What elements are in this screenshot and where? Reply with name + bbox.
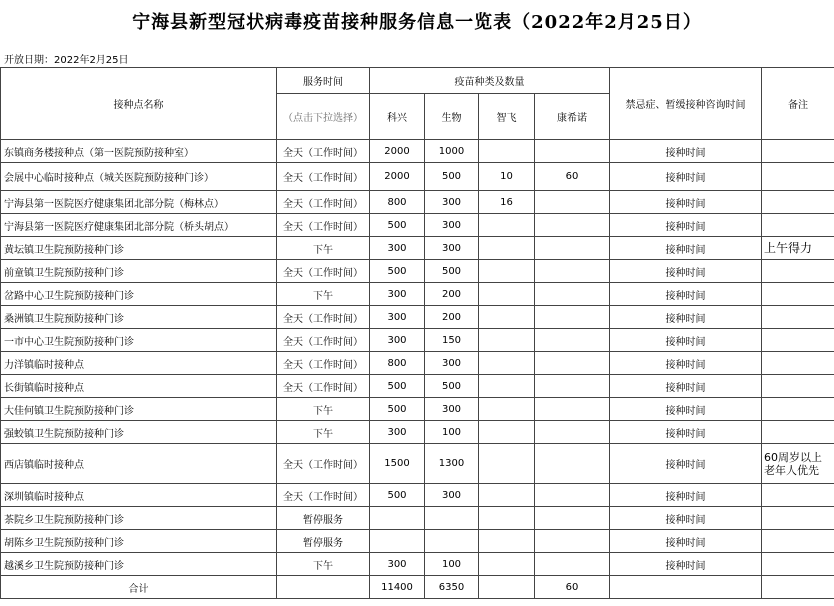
kangxinuo-cell: [535, 260, 610, 283]
table-row: [1, 191, 834, 214]
shengwu-cell: 300: [425, 237, 479, 260]
header-kangxinuo: 康希诺: [535, 94, 610, 140]
table-row: [1, 421, 834, 444]
consult-cell: 接种时间: [610, 507, 762, 530]
kexing-cell: 1500: [370, 444, 425, 484]
header-service-time: 服务时间: [277, 68, 370, 94]
kangxinuo-cell: [535, 214, 610, 237]
kexing-cell: 500: [370, 260, 425, 283]
service-time-cell[interactable]: 全天（工作时间）: [277, 306, 370, 329]
service-time-cell[interactable]: 下午: [277, 421, 370, 444]
table-row: [1, 214, 834, 237]
consult-cell: 接种时间: [610, 214, 762, 237]
site-cell: 力洋镇临时接种点: [1, 352, 277, 375]
header-service-hint: （点击下拉选择）: [277, 94, 370, 140]
consult-cell: 接种时间: [610, 260, 762, 283]
kangxinuo-cell: [535, 421, 610, 444]
table-row: [1, 237, 834, 260]
kangxinuo-cell: [535, 329, 610, 352]
vaccination-table: [0, 67, 834, 599]
table-row: [1, 375, 834, 398]
shengwu-cell: 300: [425, 214, 479, 237]
service-time-cell[interactable]: 全天（工作时间）: [277, 484, 370, 507]
table-row: [1, 444, 834, 484]
site-cell: 越溪乡卫生院预防接种门诊: [1, 553, 277, 576]
note-cell: [762, 329, 834, 352]
zhifei-cell: [479, 553, 535, 576]
table-row: [1, 260, 834, 283]
consult-cell: 接种时间: [610, 375, 762, 398]
kangxinuo-cell: 60: [535, 163, 610, 191]
table-row: [1, 507, 834, 530]
service-time-cell[interactable]: 全天（工作时间）: [277, 163, 370, 191]
zhifei-cell: [479, 375, 535, 398]
site-cell: 黄坛镇卫生院预防接种门诊: [1, 237, 277, 260]
consult-cell: 接种时间: [610, 421, 762, 444]
note-cell: 60周岁以上老年人优先: [762, 444, 834, 484]
note-cell: [762, 140, 834, 163]
total-kexing: 11400: [370, 576, 425, 599]
open-date: 开放日期：2022年2月25日: [4, 55, 129, 66]
service-time-cell[interactable]: 暂停服务: [277, 530, 370, 553]
zhifei-cell: [479, 214, 535, 237]
zhifei-cell: 10: [479, 163, 535, 191]
kangxinuo-cell: [535, 507, 610, 530]
kexing-cell: 300: [370, 306, 425, 329]
site-cell: 前童镇卫生院预防接种门诊: [1, 260, 277, 283]
service-time-cell[interactable]: 暂停服务: [277, 507, 370, 530]
service-time-cell[interactable]: 全天（工作时间）: [277, 329, 370, 352]
kexing-cell: 500: [370, 375, 425, 398]
kexing-cell: 800: [370, 352, 425, 375]
shengwu-cell: 200: [425, 283, 479, 306]
consult-cell: 接种时间: [610, 329, 762, 352]
kangxinuo-cell: [535, 191, 610, 214]
kexing-cell: 500: [370, 214, 425, 237]
header-site: 接种点名称: [1, 68, 277, 140]
note-cell: [762, 163, 834, 191]
kexing-cell: 300: [370, 421, 425, 444]
shengwu-cell: 500: [425, 260, 479, 283]
kexing-cell: 800: [370, 191, 425, 214]
header-note: 备注: [762, 68, 834, 140]
zhifei-cell: [479, 444, 535, 484]
note-cell: [762, 553, 834, 576]
header-consult: 禁忌症、暂缓接种咨询时间: [610, 68, 762, 140]
site-cell: 岔路中心卫生院预防接种门诊: [1, 283, 277, 306]
note-cell: [762, 398, 834, 421]
service-time-cell[interactable]: 下午: [277, 283, 370, 306]
service-time-cell[interactable]: 全天（工作时间）: [277, 214, 370, 237]
site-cell: 宁海县第一医院医疗健康集团北部分院（梅林点）: [1, 191, 277, 214]
note-cell: [762, 214, 834, 237]
shengwu-cell: 100: [425, 553, 479, 576]
kexing-cell: [370, 507, 425, 530]
kexing-cell: 300: [370, 237, 425, 260]
consult-cell: 接种时间: [610, 444, 762, 484]
kangxinuo-cell: [535, 375, 610, 398]
shengwu-cell: 500: [425, 163, 479, 191]
zhifei-cell: 16: [479, 191, 535, 214]
note-cell: 上午得力: [762, 237, 834, 260]
table-row: [1, 398, 834, 421]
consult-cell: 接种时间: [610, 163, 762, 191]
kexing-cell: 300: [370, 553, 425, 576]
consult-cell: 接种时间: [610, 484, 762, 507]
site-cell: 茶院乡卫生院预防接种门诊: [1, 507, 277, 530]
site-cell: 胡陈乡卫生院预防接种门诊: [1, 530, 277, 553]
consult-cell: 接种时间: [610, 283, 762, 306]
site-cell: 长街镇临时接种点: [1, 375, 277, 398]
shengwu-cell: 300: [425, 352, 479, 375]
shengwu-cell: 1000: [425, 140, 479, 163]
shengwu-cell: 300: [425, 398, 479, 421]
table-row: [1, 283, 834, 306]
total-kangxinuo: 60: [535, 576, 610, 599]
service-time-cell[interactable]: 下午: [277, 553, 370, 576]
service-time-cell[interactable]: 下午: [277, 237, 370, 260]
consult-cell: 接种时间: [610, 530, 762, 553]
consult-cell: 接种时间: [610, 191, 762, 214]
total-note: [762, 576, 834, 599]
kangxinuo-cell: [535, 352, 610, 375]
consult-cell: 接种时间: [610, 306, 762, 329]
zhifei-cell: [479, 260, 535, 283]
header-zhifei: 智飞: [479, 94, 535, 140]
note-cell: [762, 375, 834, 398]
shengwu-cell: 300: [425, 191, 479, 214]
shengwu-cell: 300: [425, 484, 479, 507]
total-shengwu: 6350: [425, 576, 479, 599]
total-label: 合计: [1, 576, 277, 599]
site-cell: 会展中心临时接种点（城关医院预防接种门诊）: [1, 163, 277, 191]
site-cell: 宁海县第一医院医疗健康集团北部分院（桥头胡点）: [1, 214, 277, 237]
note-cell: [762, 530, 834, 553]
header-row-1: [1, 68, 834, 94]
kexing-cell: 300: [370, 329, 425, 352]
note-cell: [762, 421, 834, 444]
table-row: [1, 306, 834, 329]
note-cell: [762, 352, 834, 375]
kangxinuo-cell: [535, 237, 610, 260]
kexing-cell: 2000: [370, 163, 425, 191]
zhifei-cell: [479, 306, 535, 329]
service-time-cell[interactable]: 下午: [277, 398, 370, 421]
header-vaccine-group: 疫苗种类及数量: [370, 68, 610, 94]
zhifei-cell: [479, 237, 535, 260]
kangxinuo-cell: [535, 283, 610, 306]
zhifei-cell: [479, 140, 535, 163]
shengwu-cell: 150: [425, 329, 479, 352]
kangxinuo-cell: [535, 306, 610, 329]
service-time-cell[interactable]: 全天（工作时间）: [277, 375, 370, 398]
table-row: [1, 530, 834, 553]
site-cell: 深圳镇临时接种点: [1, 484, 277, 507]
service-time-cell[interactable]: 全天（工作时间）: [277, 352, 370, 375]
shengwu-cell: 500: [425, 375, 479, 398]
service-time-cell[interactable]: 全天（工作时间）: [277, 140, 370, 163]
site-cell: 大佳何镇卫生院预防接种门诊: [1, 398, 277, 421]
zhifei-cell: [479, 507, 535, 530]
note-cell: [762, 306, 834, 329]
kangxinuo-cell: [535, 444, 610, 484]
total-zhifei: [479, 576, 535, 599]
total-consult: [610, 576, 762, 599]
table-row: [1, 329, 834, 352]
zhifei-cell: [479, 398, 535, 421]
shengwu-cell: 200: [425, 306, 479, 329]
site-cell: 西店镇临时接种点: [1, 444, 277, 484]
total-row: [1, 576, 834, 599]
shengwu-cell: 100: [425, 421, 479, 444]
note-cell: [762, 507, 834, 530]
kexing-cell: 500: [370, 484, 425, 507]
total-time: [277, 576, 370, 599]
table-row: [1, 352, 834, 375]
kangxinuo-cell: [535, 553, 610, 576]
zhifei-cell: [479, 530, 535, 553]
header-shengwu: 生物: [425, 94, 479, 140]
kangxinuo-cell: [535, 398, 610, 421]
table-row: [1, 484, 834, 507]
kangxinuo-cell: [535, 484, 610, 507]
zhifei-cell: [479, 421, 535, 444]
note-cell: [762, 260, 834, 283]
service-time-cell[interactable]: 全天（工作时间）: [277, 260, 370, 283]
kexing-cell: 300: [370, 283, 425, 306]
zhifei-cell: [479, 329, 535, 352]
note-cell: [762, 484, 834, 507]
consult-cell: 接种时间: [610, 352, 762, 375]
service-time-cell[interactable]: 全天（工作时间）: [277, 444, 370, 484]
zhifei-cell: [479, 484, 535, 507]
kexing-cell: 500: [370, 398, 425, 421]
kexing-cell: 2000: [370, 140, 425, 163]
note-cell: [762, 191, 834, 214]
note-cell: [762, 283, 834, 306]
page-title: 宁海县新型冠状病毒疫苗接种服务信息一览表（2022年2月25日）: [132, 12, 702, 33]
kangxinuo-cell: [535, 530, 610, 553]
consult-cell: 接种时间: [610, 140, 762, 163]
zhifei-cell: [479, 283, 535, 306]
consult-cell: 接种时间: [610, 398, 762, 421]
site-cell: 强蛟镇卫生院预防接种门诊: [1, 421, 277, 444]
site-cell: 一市中心卫生院预防接种门诊: [1, 329, 277, 352]
site-cell: 东镇商务楼接种点（第一医院预防接种室）: [1, 140, 277, 163]
zhifei-cell: [479, 352, 535, 375]
shengwu-cell: [425, 507, 479, 530]
site-cell: 桑洲镇卫生院预防接种门诊: [1, 306, 277, 329]
shengwu-cell: 1300: [425, 444, 479, 484]
table-row: [1, 553, 834, 576]
shengwu-cell: [425, 530, 479, 553]
service-time-cell[interactable]: 全天（工作时间）: [277, 191, 370, 214]
table-row: [1, 163, 834, 191]
kexing-cell: [370, 530, 425, 553]
kangxinuo-cell: [535, 140, 610, 163]
header-kexing: 科兴: [370, 94, 425, 140]
consult-cell: 接种时间: [610, 553, 762, 576]
table-row: [1, 140, 834, 163]
consult-cell: 接种时间: [610, 237, 762, 260]
